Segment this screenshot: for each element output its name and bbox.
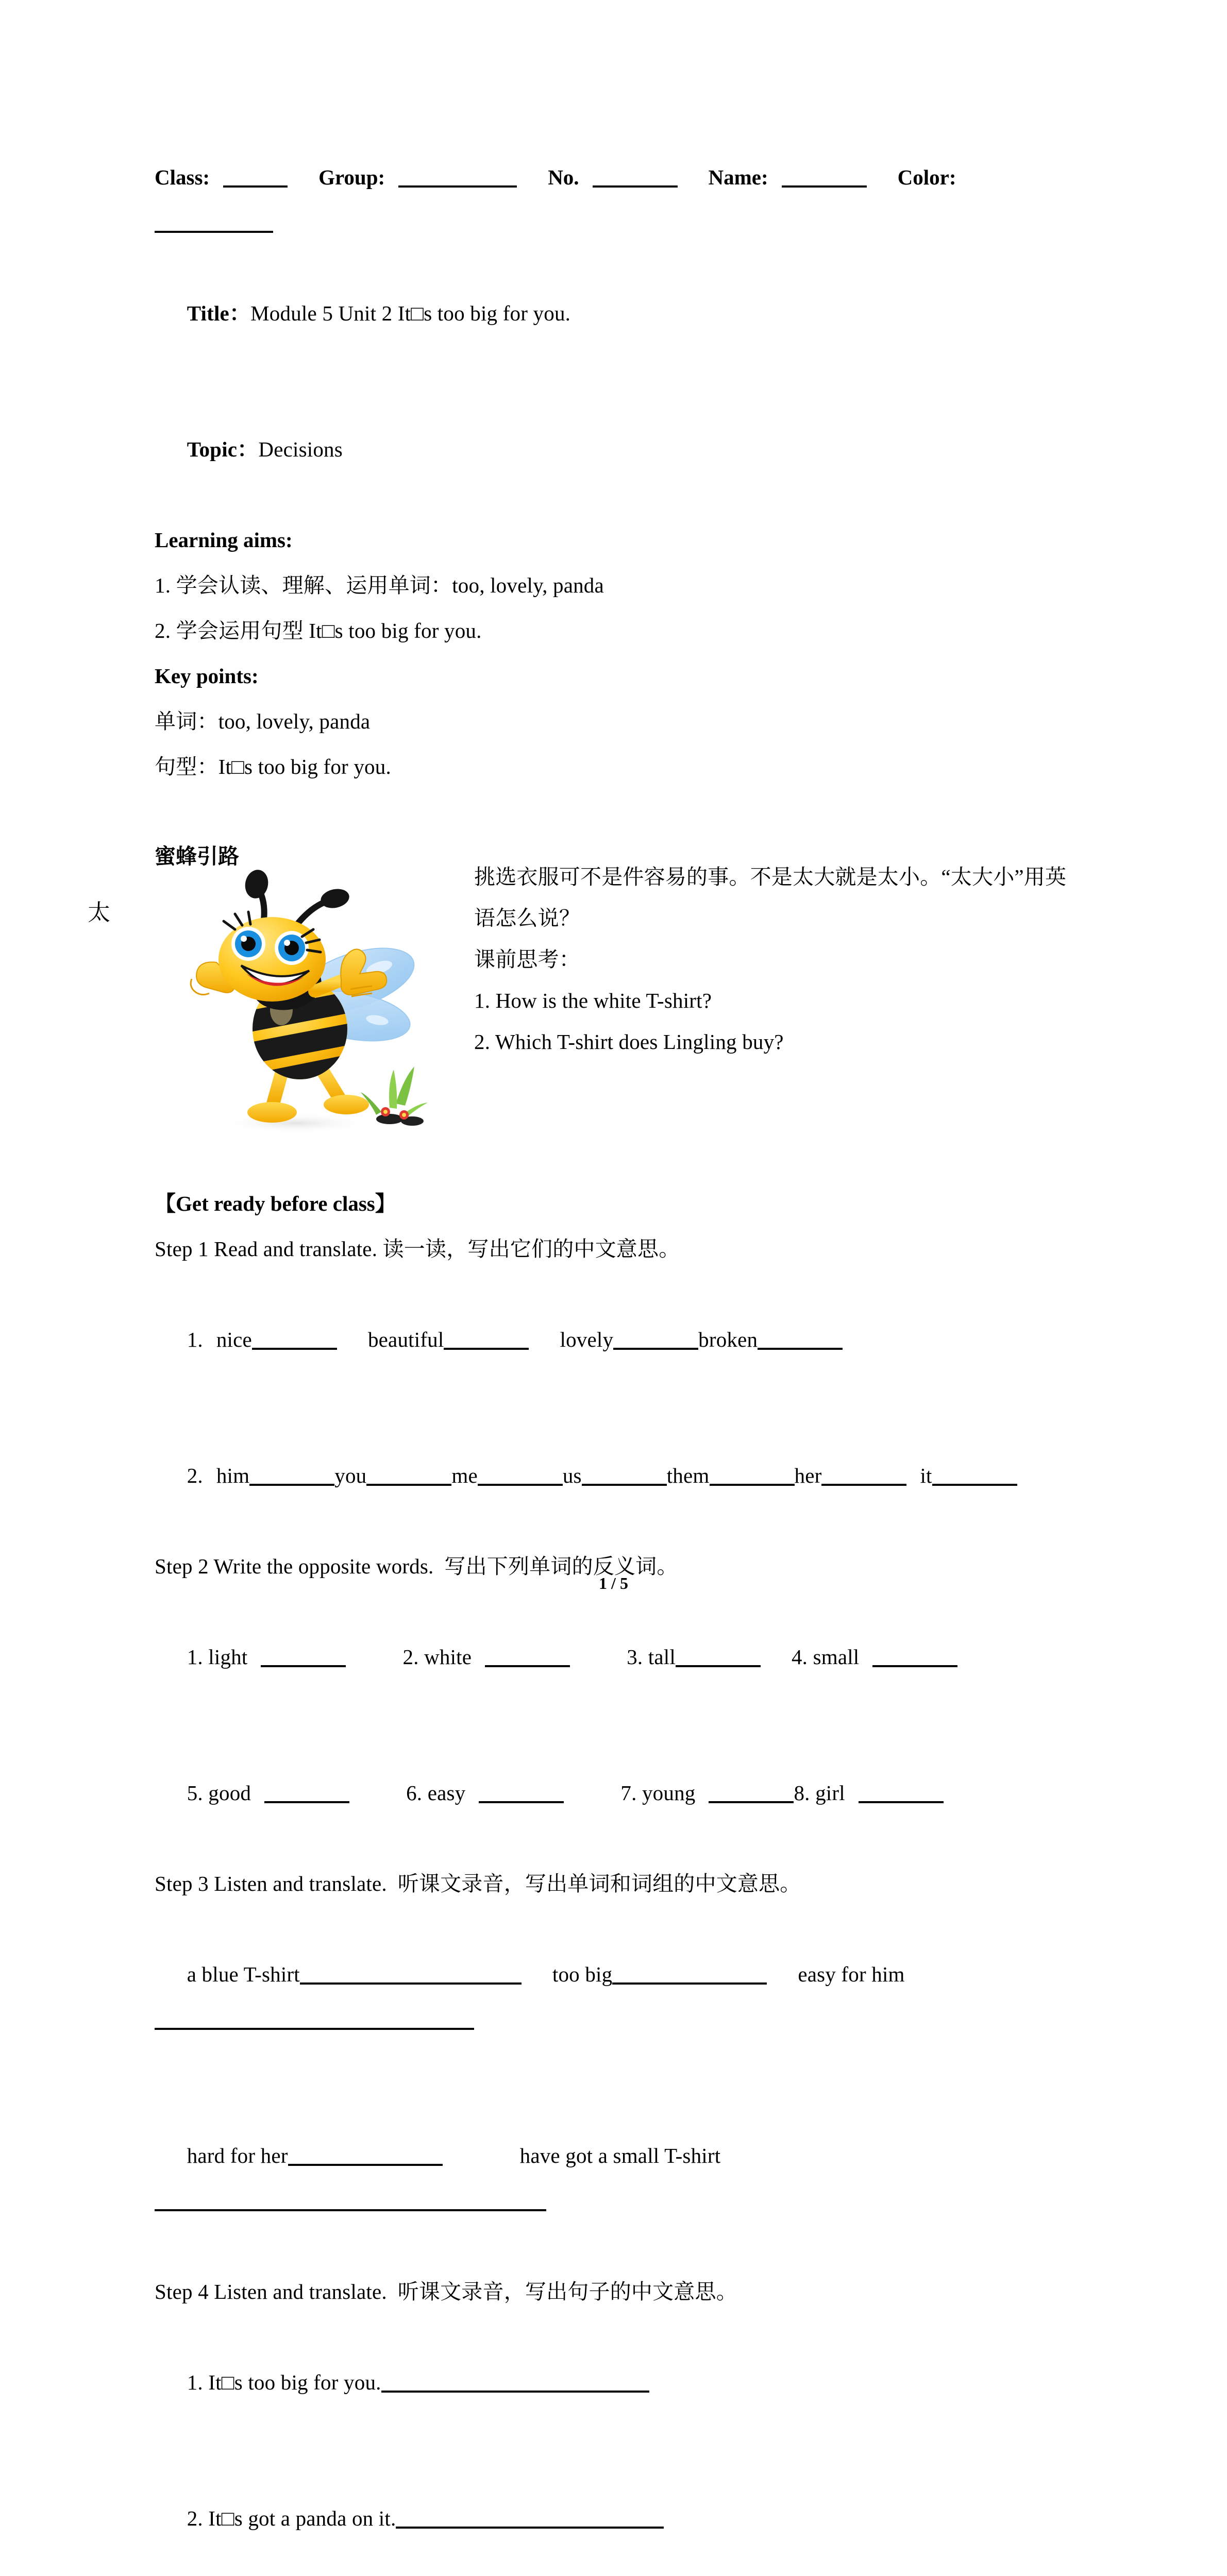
topic-value: Decisions	[258, 437, 343, 461]
blank-broken[interactable]	[758, 1332, 843, 1350]
no-blank[interactable]	[593, 170, 678, 188]
blank-light[interactable]	[261, 1650, 346, 1667]
phrase-too-big: too big	[552, 1962, 613, 1986]
page-footer	[0, 1574, 1227, 1593]
key-points-heading: Key points:	[155, 664, 259, 688]
blank-sentence-2[interactable]	[396, 2511, 664, 2529]
step3-row-1	[155, 1906, 1082, 2088]
phrase-hard-for-her: hard for her	[187, 2144, 288, 2167]
title-label: Title：	[187, 301, 251, 325]
step1-instruction: Step 1 Read and translate. 读一读，写出它们的中文意思。	[155, 1237, 680, 1261]
blank-them[interactable]	[710, 1468, 795, 1486]
blank-him[interactable]	[249, 1468, 334, 1486]
blank-good[interactable]	[264, 1786, 349, 1803]
step1-row2-number: 2.	[187, 1464, 203, 1487]
bee-paragraph: 挑选衣服可不是件容易的事。不是太大就是太小。“太大小”用英语怎么说？	[474, 865, 1067, 930]
opposite-girl: 8. girl	[794, 1781, 845, 1805]
learning-aim-item: 1. 学会认读、理解、运用单词：too, lovely, panda	[155, 573, 604, 597]
step4-item-2	[155, 2450, 1082, 2576]
color-blank[interactable]	[155, 215, 273, 233]
opposite-light: 1. light	[187, 1645, 248, 1669]
word-them: them	[666, 1464, 710, 1487]
word-him: him	[216, 1464, 250, 1487]
word-us: us	[562, 1464, 582, 1487]
step1-row1-number: 1.	[187, 1328, 203, 1351]
color-label: Color:	[897, 165, 956, 189]
class-blank[interactable]	[223, 170, 288, 188]
blank-sentence-1[interactable]	[381, 2375, 649, 2393]
step2-row-1	[155, 1589, 1082, 1725]
group-label: Group:	[318, 165, 385, 189]
pre-class-question: 1. How is the white T-shirt?	[474, 989, 712, 1012]
blank-too-big[interactable]	[612, 1967, 767, 1985]
word-lovely: lovely	[560, 1328, 614, 1351]
topic-line	[155, 381, 1082, 517]
blank-hard-for-her[interactable]	[288, 2148, 443, 2166]
word-broken: broken	[698, 1328, 758, 1351]
blank-lovely[interactable]	[613, 1332, 698, 1350]
get-ready-heading: 【Get ready before class】	[155, 1192, 396, 1215]
bee-section-heading: 蜜蜂引路	[155, 844, 239, 868]
bee-text-column	[474, 856, 1082, 1062]
opposite-good: 5. good	[187, 1781, 251, 1805]
class-label: Class:	[155, 165, 210, 189]
step2-instruction: Step 2 Write the opposite words. 写出下列单词的反义词。	[155, 1554, 678, 1578]
opposite-young: 7. young	[620, 1781, 696, 1805]
word-you: you	[334, 1464, 367, 1487]
sentence-its-too-big-for-you: 1. It□s too big for you.	[187, 2370, 381, 2394]
step3-instruction: Step 3 Listen and translate. 听课文录音，写出单词和词组的中文意思。	[155, 1872, 801, 1895]
blank-it[interactable]	[932, 1468, 1017, 1486]
blank-young[interactable]	[709, 1786, 794, 1803]
student-info-line	[155, 155, 1082, 245]
blank-easy-for-him[interactable]	[155, 2012, 474, 2030]
blank-her[interactable]	[821, 1468, 906, 1486]
bee-guide-section	[88, 841, 1082, 1150]
name-blank[interactable]	[782, 170, 867, 188]
title-line	[155, 245, 1082, 381]
phrase-a-blue-t-shirt: a blue T-shirt	[187, 1962, 300, 1986]
title-value: Module 5 Unit 2 It□s too big for you.	[250, 301, 571, 325]
step1-row-1	[155, 1272, 1082, 1408]
step3-row-2	[155, 2088, 1082, 2269]
key-point-item: 句型：It□s too big for you.	[155, 755, 391, 778]
word-beautiful: beautiful	[367, 1328, 444, 1351]
pre-class-thinking-label: 课前思考：	[474, 947, 580, 971]
word-me: me	[451, 1464, 478, 1487]
step4-instruction: Step 4 Listen and translate. 听课文录音，写出句子的中文意思。	[155, 2280, 737, 2303]
blank-a-blue-t-shirt[interactable]	[300, 1967, 522, 1985]
page-number: 1 / 5	[599, 1574, 628, 1592]
blank-tall[interactable]	[676, 1650, 761, 1667]
learning-aim-item: 2. 学会运用句型 It□s too big for you.	[155, 619, 482, 642]
opposite-white: 2. white	[402, 1645, 472, 1669]
blank-have-got-a-small-t-shirt[interactable]	[155, 2194, 546, 2211]
blank-girl[interactable]	[859, 1786, 944, 1803]
blank-nice[interactable]	[252, 1332, 337, 1350]
opposite-tall: 3. tall	[627, 1645, 676, 1669]
word-her: her	[794, 1464, 822, 1487]
no-label: No.	[548, 165, 579, 189]
blank-beautiful[interactable]	[444, 1332, 529, 1350]
blank-you[interactable]	[366, 1468, 451, 1486]
page-content	[88, 155, 1082, 2576]
phrase-have-got-a-small-t-shirt: have got a small T-shirt	[519, 2144, 721, 2167]
phrase-easy-for-him: easy for him	[798, 1962, 905, 1986]
step4-item-1	[155, 2314, 1082, 2450]
group-blank[interactable]	[398, 170, 517, 188]
key-point-item: 单词：too, lovely, panda	[155, 709, 371, 733]
step1-row-2	[155, 1408, 1082, 1544]
topic-label: Topic：	[187, 437, 259, 461]
name-label: Name:	[708, 165, 768, 189]
bee-illustration	[186, 861, 428, 1140]
learning-aims-heading: Learning aims:	[155, 528, 293, 552]
step2-row-2	[155, 1725, 1082, 1861]
tai-character: 太	[88, 900, 110, 925]
word-nice: nice	[216, 1328, 252, 1351]
opposite-small: 4. small	[791, 1645, 860, 1669]
opposite-easy: 6. easy	[406, 1781, 466, 1805]
word-it: it	[920, 1464, 932, 1487]
blank-small[interactable]	[872, 1650, 957, 1667]
blank-us[interactable]	[582, 1468, 667, 1486]
blank-white[interactable]	[485, 1650, 570, 1667]
pre-class-question: 2. Which T-shirt does Lingling buy?	[474, 1030, 784, 1054]
blank-me[interactable]	[478, 1468, 563, 1486]
blank-easy[interactable]	[479, 1786, 564, 1803]
sentence-its-got-a-panda-on-it: 2. It□s got a panda on it.	[187, 2506, 396, 2530]
